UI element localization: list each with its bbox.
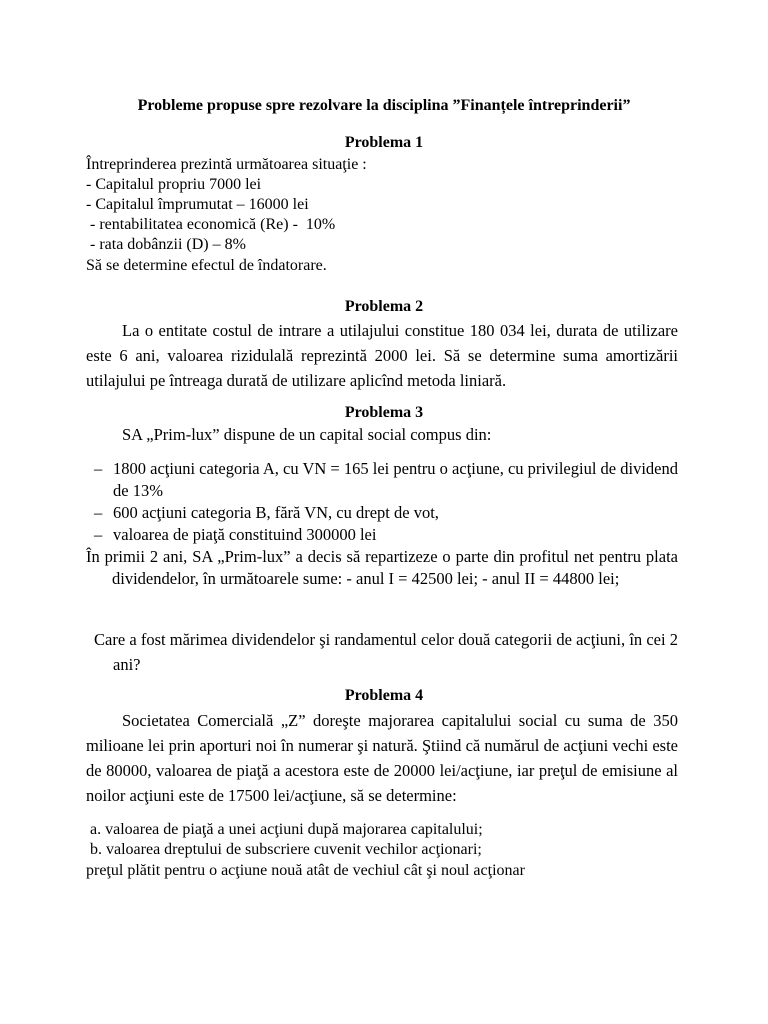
- list-item-text: 1800 acţiuni categoria A, cu VN = 165 lei pentru o acţiune, cu privilegiul de dividend de 13%: [113, 459, 678, 500]
- list-item-text: 600 acţiuni categoria B, fără VN, cu drept de vot,: [113, 503, 439, 522]
- problem-1-line: - rata dobânzii (D) – 8%: [86, 236, 246, 253]
- problem-2-heading: Problema 2: [344, 298, 424, 315]
- problem-1-line: - Capitalul împrumutat – 16000 lei: [86, 196, 309, 213]
- problem-3-list-item: [94, 524, 678, 546]
- list-dash: –: [94, 459, 103, 478]
- problem-2-text: La o entitate costul de intrare a utilajului constitue 180 034 lei, durata de utilizare este 6 ani, valoarea rizidulală reprezintă 2000 lei. Să se determine suma amortizării utilajului pe întreaga durată de utilizare aplicînd metoda liniară.: [86, 321, 678, 390]
- problem-3-heading: Problema 3: [344, 404, 424, 421]
- problem-3-list-item: [94, 502, 678, 524]
- problem-4-item-b: b. valoarea dreptului de subscriere cuvenit vechilor acţionari;: [86, 841, 482, 858]
- problem-2-paragraph: [86, 318, 678, 393]
- problem-4-item-c: preţul plătit pentru o acţiune nouă atât de vechiul cât şi noul acţionar: [86, 862, 525, 879]
- list-dash: –: [94, 503, 103, 522]
- problem-4-paragraph: [86, 708, 678, 808]
- problem-4-heading: Problema 4: [344, 687, 424, 704]
- problem-3-list-item: [94, 458, 678, 502]
- list-dash: –: [94, 525, 103, 544]
- problem-1-line: Întreprinderea prezintă următoarea situaţie :: [86, 156, 367, 173]
- problem-4-text: Societatea Comercială „Z” doreşte majorarea capitalului social cu suma de 350 milioane lei prin aporturi noi în numerar şi natură. Ştiind că numărul de acţiuni vechi este de 80000, valoarea de piaţă a acestora este de 20000 lei/acţiune, iar preţul de emisiune al noilor acţiuni este de 17500 lei/acţiune, să se determine:: [86, 711, 678, 805]
- list-item-text: valoarea de piaţă constituind 300000 lei: [113, 525, 377, 544]
- problem-3-paragraph-1: [86, 546, 678, 590]
- problem-3-paragraph-2: [94, 627, 678, 677]
- document-title: Probleme propuse spre rezolvare la disciplina ”Finanțele întreprinderii”: [137, 97, 631, 114]
- problem-3-intro: SA „Prim-lux” dispune de un capital social compus din:: [122, 425, 492, 444]
- problem-3-text: În primii 2 ani, SA „Prim-lux” a decis să repartizeze o parte din profitul net pentru plata dividendelor, în următoarele sume: - anul I = 42500 lei; - anul II = 44800 lei;: [86, 547, 678, 588]
- problem-1-line: - Capitalul propriu 7000 lei: [86, 176, 262, 193]
- problem-1-line: Să se determine efectul de îndatorare.: [86, 257, 327, 274]
- problem-4-item-a: a. valoarea de piaţă a unei acţiuni după majorarea capitalului;: [86, 821, 483, 838]
- problem-3-question: Care a fost mărimea dividendelor şi randamentul celor două categorii de acţiuni, în cei 2 ani?: [94, 630, 678, 674]
- problem-1-line: - rentabilitatea economică (Re) - 10%: [86, 216, 336, 233]
- problem-1-heading: Problema 1: [344, 134, 424, 151]
